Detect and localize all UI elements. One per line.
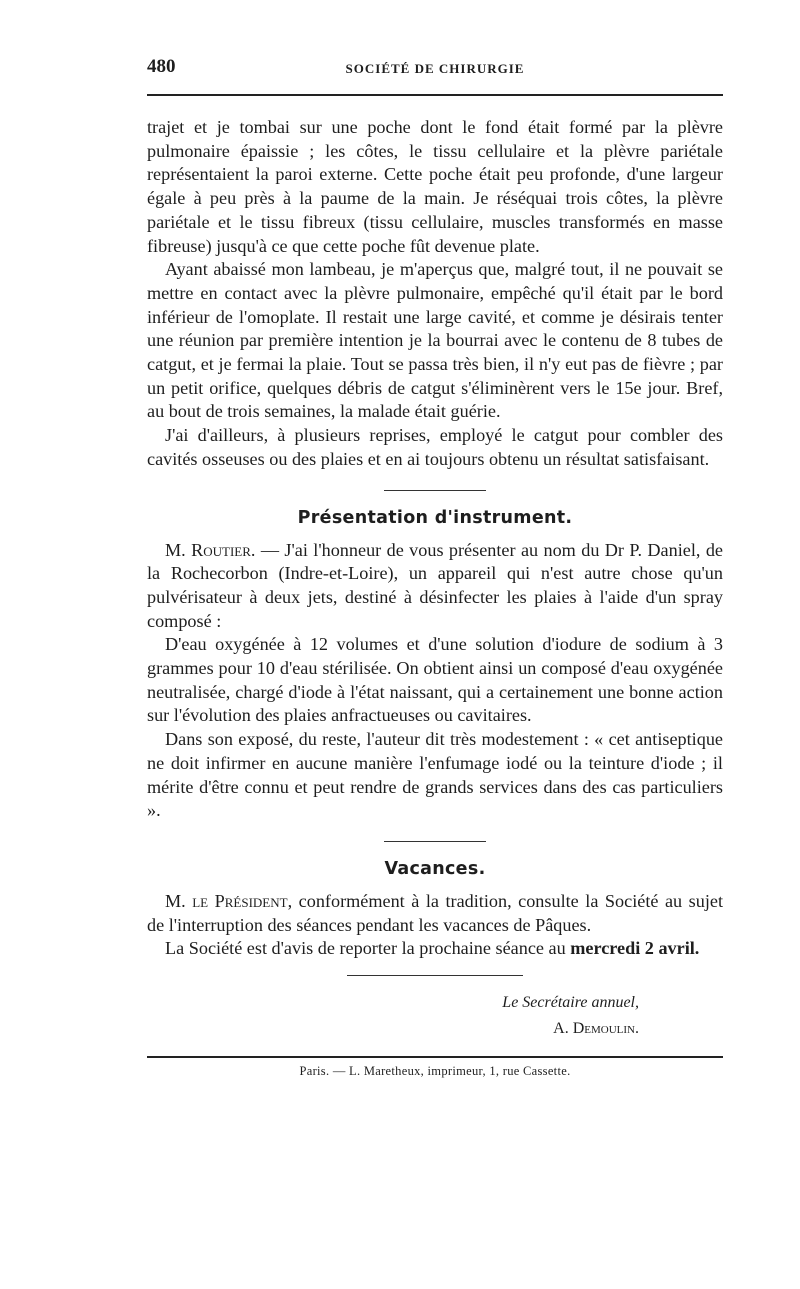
paragraph-routier-text: — J'ai l'honneur de vous présenter au nom du Dr P. Daniel, de la Rochecorbon (Indre-et-Loire), un appareil qui n'est autre chose qu'un pulvérisateur à deux jets, destiné à désinfecter les plaies à l'aide d'un spray composé : bbox=[147, 539, 723, 631]
printer-imprint: Paris. — L. Maretheux, imprimeur, 1, rue Cassette. bbox=[299, 1064, 571, 1079]
running-head bbox=[147, 50, 723, 84]
header-rule bbox=[147, 94, 723, 96]
paragraph-prochaine-seance bbox=[147, 937, 723, 961]
paragraph-president bbox=[147, 890, 723, 937]
paragraph-president-text: , conformément à la tradition, consulte la Société au sujet de l'interruption des séances pendant les vacances de Pâques. bbox=[147, 890, 723, 935]
meeting-date: mercredi 2 avril. bbox=[570, 938, 700, 959]
paragraph-eau-oxygenee: D'eau oxygénée à 12 volumes et d'une solution d'iodure de sodium à 3 grammes pour 10 d'eau stérilisée. On obtient ainsi un composé d'eau oxygénée neutralisée, chargé d'iode à l'état naissant, qui a certainement une bonne action sur l'évolution des plaies anfractueuses ou cavitaires. bbox=[147, 634, 723, 726]
paragraph-lambeau: Ayant abaissé mon lambeau, je m'aperçus que, malgré tout, il ne pouvait se mettre en contact avec la plèvre pulmonaire, empêché qu'il était par le bord inférieur de l'omoplate. Il restait une large cavité, et comme je désirais tenter une réunion par première intention je la bourrai avec le contenu de 8 tubes de catgut, et je fermai la plaie. Tout se passa très bien, il n'y eut pas de fièvre ; par un petit orifice, quelques débris de catgut s'éliminèrent vers le 15e jour. Bref, au bout de trois semaines, la malade était guérie. bbox=[147, 259, 723, 422]
signature-separator bbox=[347, 975, 523, 976]
signature-block bbox=[147, 990, 723, 1042]
section-title-vacances: Vacances. bbox=[384, 858, 486, 879]
speaker-routier: M. Routier. bbox=[165, 539, 256, 560]
document-page bbox=[147, 50, 723, 1079]
section-separator bbox=[384, 490, 486, 491]
section-title-instrument: Présentation d'instrument. bbox=[297, 507, 573, 528]
body-text bbox=[147, 116, 723, 961]
page-number: 480 bbox=[147, 56, 176, 77]
paragraph-continuation: trajet et je tombai sur une poche dont le fond était formé par la plèvre pulmonaire épaissie ; les côtes, le tissu cellulaire et la plèvre pariétale représentaient la paroi externe. Cette poche était peu profonde, d'une largeur égale à peu près à la paume de la main. Je réséquai trois côtes, la plèvre pariétale et le tissu fibreux (tissu cellulaire, muscles transformés en masse fibreuse) jusqu'à ce que cette poche fût devenue plate. bbox=[147, 117, 723, 256]
footer-rule bbox=[147, 1056, 723, 1058]
running-title: SOCIÉTÉ DE CHIRURGIE bbox=[345, 61, 525, 76]
signature-name: A. Demoulin. bbox=[553, 1020, 639, 1038]
signature-role: Le Secrétaire annuel, bbox=[502, 994, 639, 1012]
section-separator bbox=[384, 841, 486, 842]
paragraph-expose: Dans son exposé, du reste, l'auteur dit très modestement : « cet antiseptique ne doit infirmer en aucune manière l'enfumage iodé ou la teinture d'iode ; il mérite d'être connu et peut rendre de grands services dans des cas particuliers ». bbox=[147, 729, 723, 821]
paragraph-routier bbox=[147, 539, 723, 634]
speaker-president: M. le Président bbox=[165, 890, 288, 911]
paragraph-prochaine-seance-text: La Société est d'avis de reporter la prochaine séance au bbox=[165, 938, 571, 959]
paragraph-catgut: J'ai d'ailleurs, à plusieurs reprises, employé le catgut pour combler des cavités osseuses ou des plaies et en ai toujours obtenu un résultat satisfaisant. bbox=[147, 425, 723, 469]
